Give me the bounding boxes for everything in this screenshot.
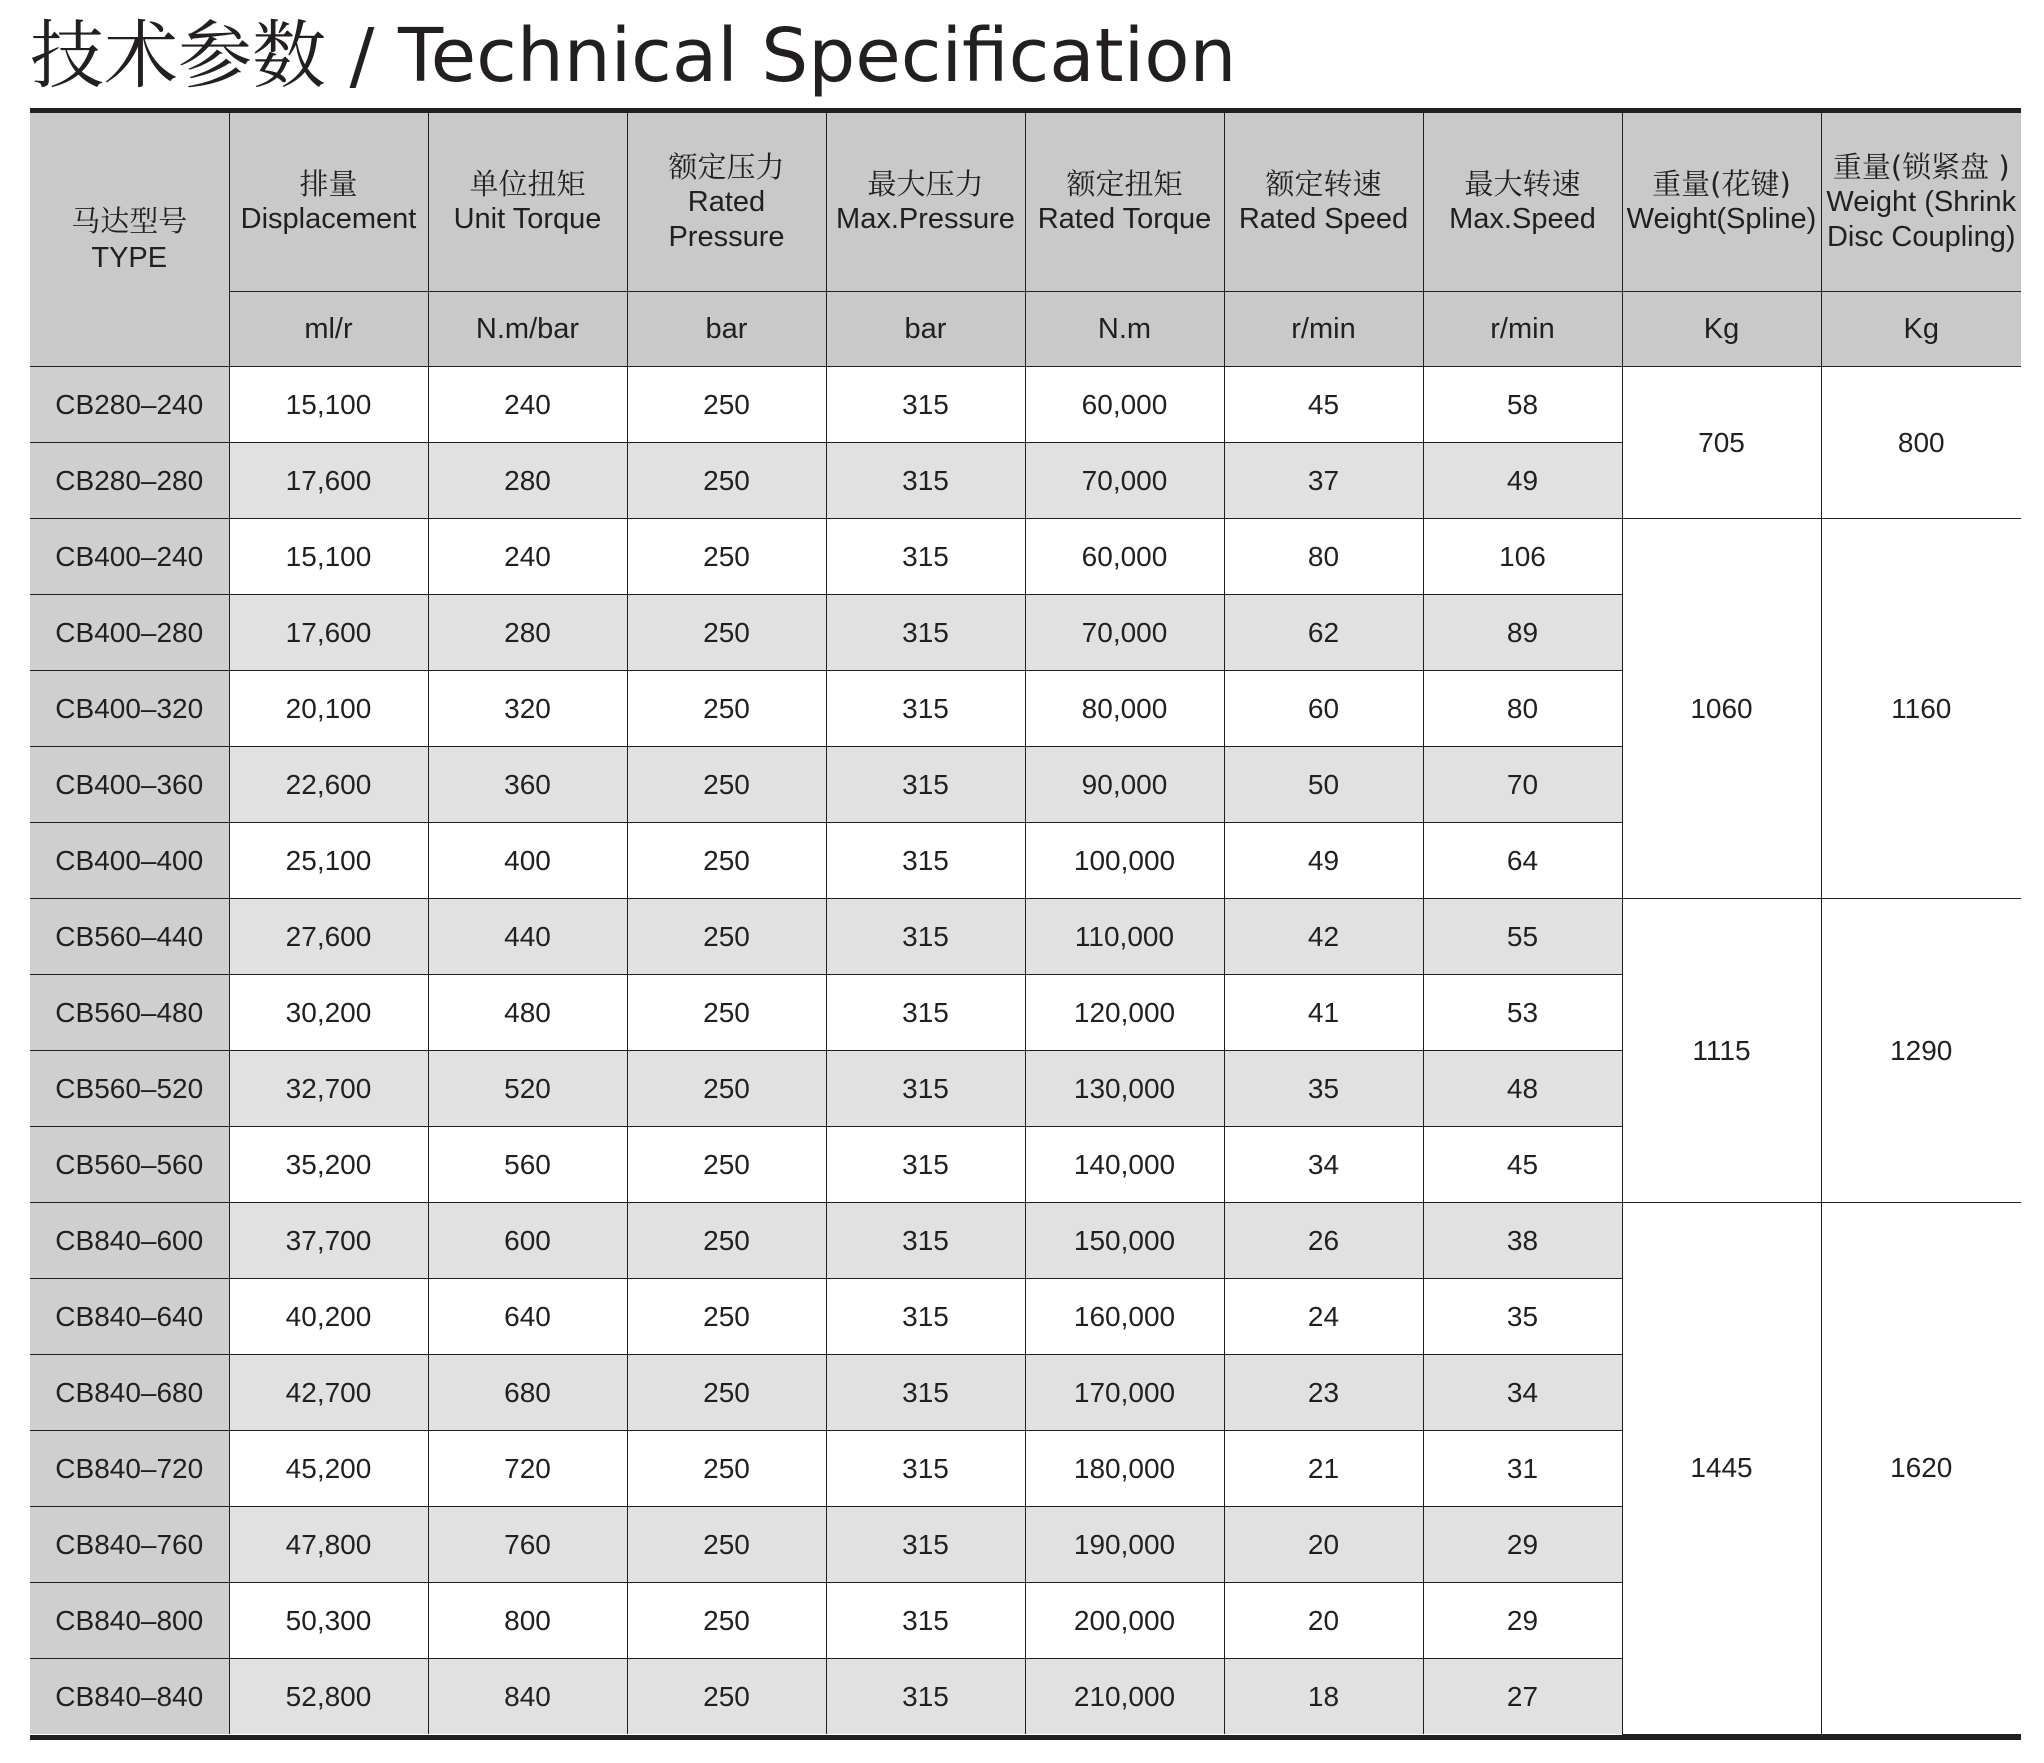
weight-spline-cell: 1445 (1622, 1203, 1821, 1735)
max-speed-cell: 34 (1423, 1355, 1622, 1431)
table-row (30, 899, 2021, 975)
technical-specification-table (30, 113, 2021, 1735)
rated-speed-header (1224, 113, 1423, 292)
unit-cell: r/min (1423, 292, 1622, 367)
unit-torque-cell: 240 (428, 519, 627, 595)
max-speed-cell: 49 (1423, 443, 1622, 519)
unit-cell: N.m (1025, 292, 1224, 367)
displacement-cell: 47,800 (229, 1507, 428, 1583)
unit-torque-cell: 760 (428, 1507, 627, 1583)
column-header-zh: 排量 (299, 167, 358, 201)
unit-torque-cell: 720 (428, 1431, 627, 1507)
weight-spline-cell: 705 (1622, 367, 1821, 519)
rated-pressure-cell: 250 (627, 1051, 826, 1127)
max-pressure-header (826, 113, 1025, 292)
max-speed-cell: 38 (1423, 1203, 1622, 1279)
rated-torque-cell: 170,000 (1025, 1355, 1224, 1431)
unit-cell: Kg (1821, 292, 2021, 367)
rated-speed-cell: 62 (1224, 595, 1423, 671)
displacement-cell: 20,100 (229, 671, 428, 747)
column-header-en: Rated Torque (1037, 203, 1212, 235)
max-pressure-cell: 315 (826, 899, 1025, 975)
column-header-zh: 最大压力 (867, 167, 984, 201)
rated-pressure-cell: 250 (627, 519, 826, 595)
unit-torque-cell: 320 (428, 671, 627, 747)
table-body (30, 367, 2021, 1735)
max-pressure-cell: 315 (826, 671, 1025, 747)
rated-torque-cell: 190,000 (1025, 1507, 1224, 1583)
motor-type-cell: CB400–360 (30, 747, 229, 823)
rated-torque-cell: 110,000 (1025, 899, 1224, 975)
unit-torque-cell: 280 (428, 595, 627, 671)
unit-torque-cell: 400 (428, 823, 627, 899)
unit-cell: bar (826, 292, 1025, 367)
table-row (30, 1203, 2021, 1279)
max-speed-cell: 70 (1423, 747, 1622, 823)
motor-type-cell: CB280–280 (30, 443, 229, 519)
motor-type-cell: CB840–680 (30, 1355, 229, 1431)
max-pressure-cell: 315 (826, 1203, 1025, 1279)
weight-spline-header (1622, 113, 1821, 292)
displacement-cell: 37,700 (229, 1203, 428, 1279)
weight-spline-cell: 1060 (1622, 519, 1821, 899)
rated-torque-cell: 140,000 (1025, 1127, 1224, 1203)
rated-speed-cell: 37 (1224, 443, 1423, 519)
unit-torque-header (428, 113, 627, 292)
motor-type-cell: CB560–560 (30, 1127, 229, 1203)
column-header-en: Displacement (240, 203, 417, 235)
displacement-cell: 27,600 (229, 899, 428, 975)
max-pressure-cell: 315 (826, 1659, 1025, 1735)
unit-torque-cell: 520 (428, 1051, 627, 1127)
max-speed-cell: 29 (1423, 1507, 1622, 1583)
unit-torque-cell: 840 (428, 1659, 627, 1735)
motor-type-cell: CB840–600 (30, 1203, 229, 1279)
max-pressure-cell: 315 (826, 1051, 1025, 1127)
displacement-cell: 40,200 (229, 1279, 428, 1355)
rated-speed-cell: 21 (1224, 1431, 1423, 1507)
max-speed-cell: 64 (1423, 823, 1622, 899)
motor-type-cell: CB560–480 (30, 975, 229, 1051)
type-header (30, 113, 229, 367)
unit-torque-cell: 240 (428, 367, 627, 443)
max-pressure-cell: 315 (826, 519, 1025, 595)
rated-pressure-cell: 250 (627, 1583, 826, 1659)
type-header-zh: 马达型号 (71, 203, 188, 238)
weight-shrink-disc-cell: 1290 (1821, 899, 2021, 1203)
unit-torque-cell: 600 (428, 1203, 627, 1279)
column-header-zh: 重量(花键) (1652, 167, 1791, 201)
rated-speed-cell: 20 (1224, 1583, 1423, 1659)
motor-type-cell: CB840–800 (30, 1583, 229, 1659)
rated-torque-cell: 200,000 (1025, 1583, 1224, 1659)
rated-torque-cell: 210,000 (1025, 1659, 1224, 1735)
rated-pressure-cell: 250 (627, 1279, 826, 1355)
rated-speed-cell: 24 (1224, 1279, 1423, 1355)
motor-type-cell: CB280–240 (30, 367, 229, 443)
rated-pressure-cell: 250 (627, 367, 826, 443)
rated-speed-cell: 42 (1224, 899, 1423, 975)
column-header-zh: 单位扭矩 (469, 167, 586, 201)
column-header-en: Weight (Shrink Disc Coupling) (1826, 185, 2017, 253)
rated-torque-cell: 160,000 (1025, 1279, 1224, 1355)
unit-torque-cell: 560 (428, 1127, 627, 1203)
unit-cell: bar (627, 292, 826, 367)
max-speed-cell: 106 (1423, 519, 1622, 595)
rated-torque-cell: 90,000 (1025, 747, 1224, 823)
header-row (30, 113, 2021, 292)
displacement-cell: 35,200 (229, 1127, 428, 1203)
rated-pressure-cell: 250 (627, 443, 826, 519)
column-header-en: Rated Speed (1238, 203, 1409, 235)
max-pressure-cell: 315 (826, 595, 1025, 671)
motor-type-cell: CB560–520 (30, 1051, 229, 1127)
weight-spline-cell: 1115 (1622, 899, 1821, 1203)
max-speed-cell: 31 (1423, 1431, 1622, 1507)
rated-speed-cell: 50 (1224, 747, 1423, 823)
rated-speed-cell: 60 (1224, 671, 1423, 747)
max-pressure-cell: 315 (826, 1507, 1025, 1583)
column-header-en: Weight(Spline) (1626, 203, 1817, 235)
rated-pressure-cell: 250 (627, 1507, 826, 1583)
rated-torque-cell: 70,000 (1025, 443, 1224, 519)
rated-pressure-cell: 250 (627, 747, 826, 823)
table-row (30, 519, 2021, 595)
motor-type-cell: CB840–720 (30, 1431, 229, 1507)
motor-type-cell: CB840–760 (30, 1507, 229, 1583)
column-header-zh: 额定压力 (668, 149, 785, 184)
max-speed-cell: 35 (1423, 1279, 1622, 1355)
weight-shrink-disc-cell: 800 (1821, 367, 2021, 519)
motor-type-cell: CB840–840 (30, 1659, 229, 1735)
rated-speed-cell: 34 (1224, 1127, 1423, 1203)
column-header-zh: 额定扭矩 (1066, 167, 1183, 201)
rated-speed-cell: 80 (1224, 519, 1423, 595)
rated-pressure-cell: 250 (627, 1431, 826, 1507)
rated-pressure-cell: 250 (627, 1203, 826, 1279)
max-pressure-cell: 315 (826, 367, 1025, 443)
unit-cell: ml/r (229, 292, 428, 367)
max-speed-cell: 58 (1423, 367, 1622, 443)
displacement-cell: 17,600 (229, 595, 428, 671)
max-speed-cell: 27 (1423, 1659, 1622, 1735)
rated-pressure-cell: 250 (627, 595, 826, 671)
displacement-cell: 22,600 (229, 747, 428, 823)
column-header-zh: 额定转速 (1265, 167, 1382, 201)
displacement-cell: 42,700 (229, 1355, 428, 1431)
rated-speed-cell: 49 (1224, 823, 1423, 899)
max-pressure-cell: 315 (826, 1583, 1025, 1659)
type-header-en: TYPE (91, 241, 168, 274)
displacement-cell: 15,100 (229, 519, 428, 595)
column-header-en: Max.Speed (1449, 203, 1596, 235)
max-speed-cell: 48 (1423, 1051, 1622, 1127)
rated-speed-cell: 35 (1224, 1051, 1423, 1127)
unit-torque-cell: 440 (428, 899, 627, 975)
max-speed-cell: 89 (1423, 595, 1622, 671)
displacement-cell: 30,200 (229, 975, 428, 1051)
max-pressure-cell: 315 (826, 823, 1025, 899)
rated-speed-cell: 18 (1224, 1659, 1423, 1735)
rated-pressure-cell: 250 (627, 823, 826, 899)
max-speed-cell: 53 (1423, 975, 1622, 1051)
rated-pressure-header (627, 113, 826, 292)
unit-torque-cell: 640 (428, 1279, 627, 1355)
displacement-cell: 15,100 (229, 367, 428, 443)
unit-torque-cell: 280 (428, 443, 627, 519)
motor-type-cell: CB400–320 (30, 671, 229, 747)
unit-row (30, 292, 2021, 367)
rated-speed-cell: 23 (1224, 1355, 1423, 1431)
weight-shrink-disc-cell: 1160 (1821, 519, 2021, 899)
column-header-zh: 最大转速 (1464, 167, 1581, 201)
unit-torque-cell: 800 (428, 1583, 627, 1659)
motor-type-cell: CB400–240 (30, 519, 229, 595)
rated-pressure-cell: 250 (627, 899, 826, 975)
column-header-en: Unit Torque (453, 203, 602, 235)
max-pressure-cell: 315 (826, 1355, 1025, 1431)
max-pressure-cell: 315 (826, 1127, 1025, 1203)
unit-cell: Kg (1622, 292, 1821, 367)
rated-speed-cell: 20 (1224, 1507, 1423, 1583)
rated-speed-cell: 41 (1224, 975, 1423, 1051)
weight-shrink-disc-cell: 1620 (1821, 1203, 2021, 1735)
displacement-cell: 52,800 (229, 1659, 428, 1735)
max-speed-cell: 45 (1423, 1127, 1622, 1203)
max-speed-cell: 29 (1423, 1583, 1622, 1659)
max-speed-cell: 55 (1423, 899, 1622, 975)
displacement-cell: 17,600 (229, 443, 428, 519)
max-pressure-cell: 315 (826, 747, 1025, 823)
spec-table-wrapper (30, 108, 2021, 1740)
rated-torque-cell: 100,000 (1025, 823, 1224, 899)
rated-pressure-cell: 250 (627, 975, 826, 1051)
rated-torque-cell: 120,000 (1025, 975, 1224, 1051)
rated-torque-cell: 60,000 (1025, 519, 1224, 595)
rated-torque-header (1025, 113, 1224, 292)
rated-speed-cell: 45 (1224, 367, 1423, 443)
rated-torque-cell: 70,000 (1025, 595, 1224, 671)
unit-torque-cell: 480 (428, 975, 627, 1051)
rated-torque-cell: 180,000 (1025, 1431, 1224, 1507)
displacement-cell: 45,200 (229, 1431, 428, 1507)
motor-type-cell: CB400–280 (30, 595, 229, 671)
rated-torque-cell: 60,000 (1025, 367, 1224, 443)
unit-cell: r/min (1224, 292, 1423, 367)
page-title: 技术参数 / Technical Specification (30, 13, 1237, 99)
max-speed-header (1423, 113, 1622, 292)
rated-pressure-cell: 250 (627, 1355, 826, 1431)
displacement-cell: 25,100 (229, 823, 428, 899)
displacement-cell: 50,300 (229, 1583, 428, 1659)
unit-cell: N.m/bar (428, 292, 627, 367)
unit-torque-cell: 680 (428, 1355, 627, 1431)
displacement-header (229, 113, 428, 292)
rated-torque-cell: 80,000 (1025, 671, 1224, 747)
rated-pressure-cell: 250 (627, 1659, 826, 1735)
column-header-en: Rated Pressure (668, 185, 785, 253)
rated-speed-cell: 26 (1224, 1203, 1423, 1279)
rated-torque-cell: 150,000 (1025, 1203, 1224, 1279)
rated-torque-cell: 130,000 (1025, 1051, 1224, 1127)
motor-type-cell: CB840–640 (30, 1279, 229, 1355)
motor-type-cell: CB400–400 (30, 823, 229, 899)
rated-pressure-cell: 250 (627, 1127, 826, 1203)
max-speed-cell: 80 (1423, 671, 1622, 747)
motor-type-cell: CB560–440 (30, 899, 229, 975)
unit-torque-cell: 360 (428, 747, 627, 823)
column-header-zh: 重量(锁紧盘 ) (1832, 149, 2010, 184)
table-row (30, 367, 2021, 443)
max-pressure-cell: 315 (826, 1431, 1025, 1507)
displacement-cell: 32,700 (229, 1051, 428, 1127)
max-pressure-cell: 315 (826, 443, 1025, 519)
weight-shrink-disc-header (1821, 113, 2021, 292)
rated-pressure-cell: 250 (627, 671, 826, 747)
column-header-en: Max.Pressure (836, 203, 1015, 235)
max-pressure-cell: 315 (826, 1279, 1025, 1355)
max-pressure-cell: 315 (826, 975, 1025, 1051)
